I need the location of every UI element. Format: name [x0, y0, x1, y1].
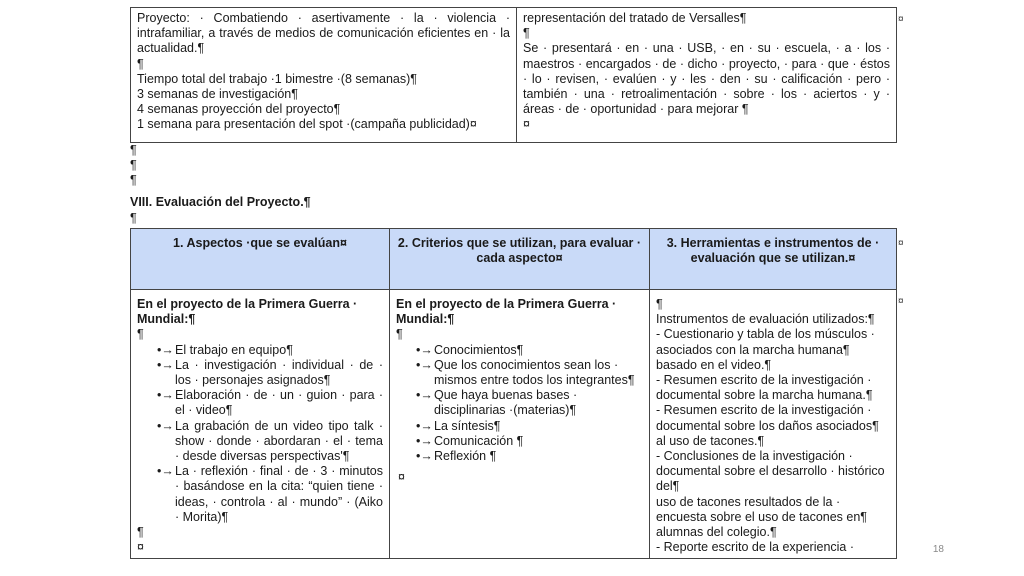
pilcrow: ¶ — [137, 56, 144, 71]
row-end-mark: ¤ — [898, 238, 904, 249]
project-info-left-cell — [131, 8, 517, 143]
presentation-description-text: Se · presentará · en · una · USB, · en · su · escuela, · a · los · maestros · encargados · de · dicho · proyecto, · para · que · éstos · lo · revisen, · evalúen · y · les · den · su · calificación · pero · también · una · retroalimentación · sobre · los · aciertos · y · áreas · de · oportunidad · para mejorar ¶ — [523, 41, 890, 117]
evaluation-table — [130, 228, 897, 559]
presentation-week-text: 1 semana para presentación del spot ·(campaña publicidad)¤ — [137, 117, 477, 132]
bullet-icon: •→ — [416, 433, 433, 448]
list-item: •→ La grabación de un video tipo talk · show · donde · abordaran · el · tema · desde diversas perspectivas'¶ — [157, 418, 383, 464]
row-end-mark: ¤ — [898, 296, 904, 307]
criteria-list — [396, 343, 643, 465]
list-item: •→ La · investigación · individual · de · los · personajes asignados¶ — [157, 357, 383, 388]
pilcrow-group — [130, 143, 137, 189]
tools-line: - Conclusiones de la investigación · documental sobre el desarrollo · histórico del¶ — [656, 449, 885, 494]
section-heading: VIII. Evaluación del Proyecto.¶ — [130, 195, 311, 209]
header-criteria: 2. Criterios que se utilizan, para evaluar · cada aspecto¤ — [390, 229, 650, 290]
tools-cell — [650, 290, 897, 559]
criteria-cell — [390, 290, 650, 559]
bullet-icon: •→ — [416, 418, 433, 433]
tools-intro: Instrumentos de evaluación utilizados:¶ — [656, 312, 875, 327]
pilcrow: ¶ — [130, 143, 137, 157]
criteria-title: En el proyecto de la Primera Guerra · Mundial:¶ — [396, 297, 617, 327]
project-title-text: Proyecto: · Combatiendo · asertivamente · la · violencia · intrafamiliar, a través de medios de comunicación eficientes en · la actualidad.¶ — [137, 11, 510, 56]
list-item: •→ El trabajo en equipo¶ — [157, 342, 293, 357]
pilcrow: ¶ — [130, 173, 137, 188]
list-item: •→ La · reflexión · final · de · 3 · minutos · basándose en la cita: “quien tiene · ideas, · controla · al · mundo” · (Aiko · Morita)¶ — [157, 464, 383, 524]
project-info-table — [130, 7, 897, 143]
tools-line: - Resumen escrito de la investigación · documental sobre la marcha humana.¶ — [656, 373, 873, 403]
bullet-icon: •→ — [157, 464, 174, 479]
row-end-mark: ¤ — [898, 14, 904, 25]
bullet-icon: •→ — [157, 342, 174, 357]
list-item: •→ Que haya buenas bases · disciplinarias ·(materias)¶ — [416, 388, 578, 418]
list-item: •→ Comunicación ¶ — [416, 433, 524, 448]
cell-end-mark: ¤ — [398, 470, 405, 485]
aspects-cell — [131, 290, 390, 559]
evaluation-table-body-row — [131, 290, 897, 559]
pilcrow: ¶ — [137, 327, 144, 342]
research-weeks-text: 3 semanas de investigación¶ — [137, 87, 298, 102]
bullet-icon: •→ — [157, 388, 174, 403]
tools-line: - Resumen escrito de la investigación · documental sobre los daños asociados¶ al uso de tacones.¶ — [656, 403, 879, 448]
list-item: •→ La síntesis¶ — [416, 418, 501, 433]
header-aspects: 1. Aspectos ·que se evalúan¤ — [131, 229, 390, 290]
bullet-icon: •→ — [416, 449, 433, 464]
pilcrow: ¶ — [656, 297, 663, 311]
bullet-icon: •→ — [416, 342, 433, 357]
aspects-title: En el proyecto de la Primera Guerra · Mundial:¶ — [137, 297, 358, 327]
pilcrow: ¶ — [523, 26, 530, 41]
aspects-list — [137, 343, 383, 525]
cell-end-mark: ¤ — [523, 117, 530, 132]
bullet-icon: •→ — [416, 357, 433, 372]
projection-weeks-text: 4 semanas proyección del proyecto¶ — [137, 102, 341, 117]
evaluation-table-header-row — [131, 229, 897, 290]
bullet-icon: •→ — [157, 418, 174, 433]
header-tools: 3. Herramientas e instrumentos de · evaluación que se utilizan.¤ — [650, 229, 897, 290]
list-item: •→ Conocimientos¶ — [416, 342, 524, 357]
bullet-icon: •→ — [416, 388, 433, 403]
pilcrow: ¶ — [396, 327, 403, 342]
list-item: •→ Que los conocimientos sean los · mismos entre todos los integrantes¶ — [416, 357, 635, 388]
list-item: •→ Reflexión ¶ — [416, 449, 497, 464]
total-time-text: Tiempo total del trabajo ·1 bimestre ·(8 semanas)¶ — [137, 71, 417, 86]
tools-line: uso de tacones resultados de la · encuesta sobre el uso de tacones en¶ alumnas del colegio.¶ — [656, 494, 868, 540]
tools-line: - Reporte escrito de la experiencia · — [656, 540, 855, 555]
pilcrow: ¶ — [130, 158, 137, 173]
list-item: •→ Elaboración · de · un · guion · para · el · video¶ — [157, 388, 383, 418]
tools-line: - Cuestionario y tabla de los músculos · asociados con la marcha humana¶ basado en el video.¶ — [656, 327, 875, 372]
pilcrow: ¶ — [137, 525, 144, 540]
project-info-right-cell — [517, 8, 897, 143]
bullet-icon: •→ — [157, 357, 174, 372]
cell-end-mark: ¤ — [137, 540, 144, 555]
versailles-text: representación del tratado de Versalles¶ — [523, 11, 747, 25]
pilcrow: ¶ — [130, 211, 137, 225]
page-number: 18 — [932, 544, 944, 555]
